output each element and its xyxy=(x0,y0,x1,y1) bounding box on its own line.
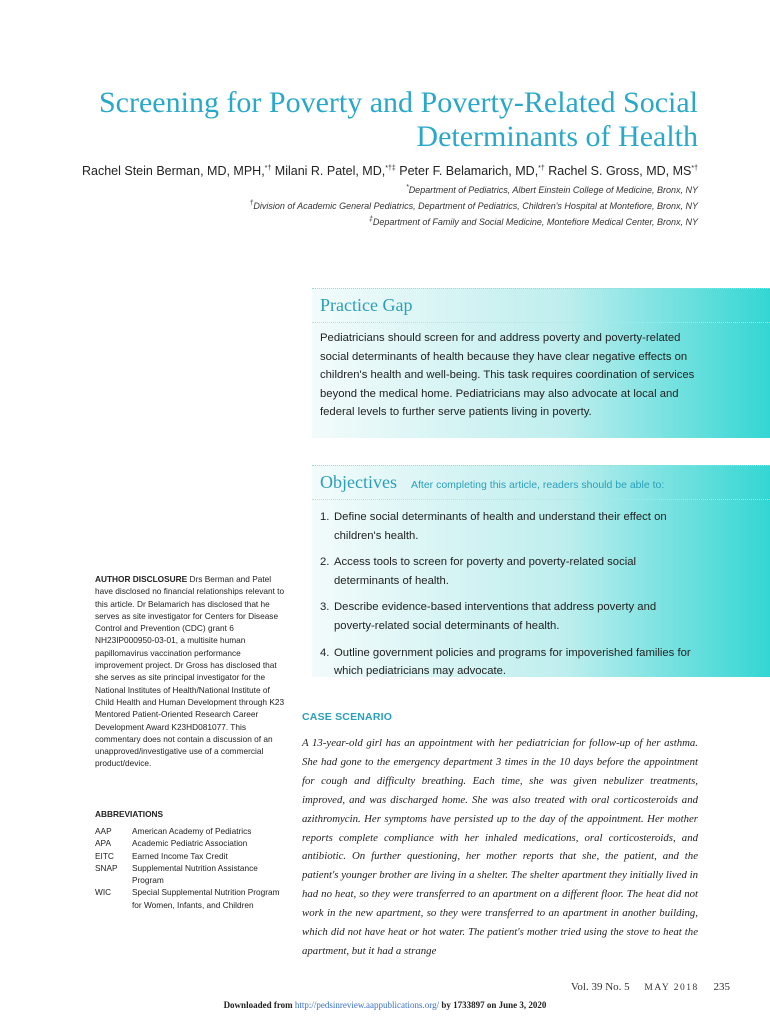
download-notice: Downloaded from http://pedsinreview.aappublications.org/ by 1733897 on June 3, 2020 xyxy=(223,1000,547,1010)
article-title xyxy=(60,86,698,154)
abbreviation-row: SNAP Supplemental Nutrition Assistance Program xyxy=(95,862,258,886)
author-disclosure: AUTHOR DISCLOSURE Drs Berman and Patel have disclosed no financial relationships relevant to this article. Dr Belamarich has disclosed that he serves as site investigator for Centers for Disease Control and Prevention (CDC) grant 6 NH23IP000950-03-01, a multisite human papillomavirus vaccination performance improvement project. Dr Gross has disclosed that she serves as site principal investigator for the National Institutes of Health/National Institute of Child Health and Human Development through K23 Mentored Patient-Oriented Research Career Development Award K23HD081077. This commentary does not contain a discussion of an unapproved/investigative use of a commercial product/device. xyxy=(95,574,285,769)
objective-item: 3. Describe evidence-based interventions that address poverty and poverty-related social determinants of health. xyxy=(320,601,657,632)
objectives-box xyxy=(312,465,770,677)
author: Rachel Stein Berman, MD, MPH,*† xyxy=(81,164,272,178)
practice-gap-heading: Practice Gap xyxy=(320,295,413,315)
author-list xyxy=(60,164,698,178)
author: Rachel S. Gross, MD, MS*† xyxy=(548,164,698,178)
objectives-list xyxy=(312,500,770,681)
objective-item: 4. Outline government policies and programs for impoverished families for which pediatricians may advocate. xyxy=(320,646,691,678)
page-footer xyxy=(559,981,730,993)
practice-gap-box xyxy=(312,288,770,438)
title-line-2: Determinants of Health xyxy=(416,120,698,153)
objectives-subheading: After completing this article, readers should be able to: xyxy=(410,479,665,491)
abbreviation-row: WIC Special Supplemental Nutrition Program for Women, Infants, and Children xyxy=(95,887,280,910)
issue-month: MAY 2018 xyxy=(644,983,699,993)
abbreviations-heading: ABBREVIATIONS xyxy=(95,809,164,819)
abbreviation-row: AAP American Academy of Pediatrics xyxy=(95,826,252,836)
page-number: 235 xyxy=(713,981,730,993)
author: Milani R. Patel, MD,*†‡ xyxy=(274,164,396,178)
affiliation: *Department of Pediatrics, Albert Einstein College of Medicine, Bronx, NY xyxy=(405,184,698,195)
objectives-heading: Objectives After completing this article, readers should be able to: xyxy=(320,472,665,492)
objective-item: 2. Access tools to screen for poverty and poverty-related social determinants of health. xyxy=(320,556,637,587)
author: Peter F. Belamarich, MD,*† xyxy=(399,164,545,178)
objective-item: 1. Define social determinants of health and understand their effect on children's health. xyxy=(320,511,667,542)
title-line-1: Screening for Poverty and Poverty-Related Social xyxy=(98,86,698,119)
case-scenario-text: A 13-year-old girl has an appointment with her pediatrician for follow-up of her asthma. She had gone to the emergency department 3 times in the 10 days before the appointment for cough and difficulty breathing. Each time, she was given nebulizer treatments, improved, and was discharged home. She was also treated with oral corticosteroids and azithromycin. Her symptoms have persisted up to the day of the appointment. Her mother reports complete compliance with her inhaled medications, oral corticosteroids, and antibiotic. On further questioning, her mother reports that she, the patient, and the patient's younger brother are living in a shelter. The shelter apartment they initially lived in had no heat, so they were transferred to an apartment on a different floor. The heat did not work in the new apartment, so they were transferred to an apartment in another building, which did not have heat or hot water. The patient's mother tried using the stove to heat the apartment, but it had a strange xyxy=(302,737,698,957)
case-scenario-heading: CASE SCENARIO xyxy=(302,711,393,723)
affiliation: †Division of Academic General Pediatrics, Department of Pediatrics, Children's Hospital at Montefiore, Bronx, NY xyxy=(249,200,698,211)
volume-info: Vol. 39 No. 5 xyxy=(570,981,630,993)
practice-gap-text: Pediatricians should screen for and address poverty and poverty-related social determinants of health because they have clear negative effects on children's health and well-being. This task requires coordination of services beyond the medical home. Pediatricians may also advocate at local and federal levels to further serve patients living in poverty. xyxy=(320,332,695,419)
abbreviation-row: APA Academic Pediatric Association xyxy=(95,838,248,849)
abbreviation-row: EITC Earned Income Tax Credit xyxy=(95,850,228,861)
download-link[interactable]: http://pedsinreview.aappublications.org/ xyxy=(294,1000,440,1010)
affiliation: ‡Department of Family and Social Medicine, Montefiore Medical Center, Bronx, NY xyxy=(368,216,698,227)
abbreviations-list xyxy=(95,825,290,911)
